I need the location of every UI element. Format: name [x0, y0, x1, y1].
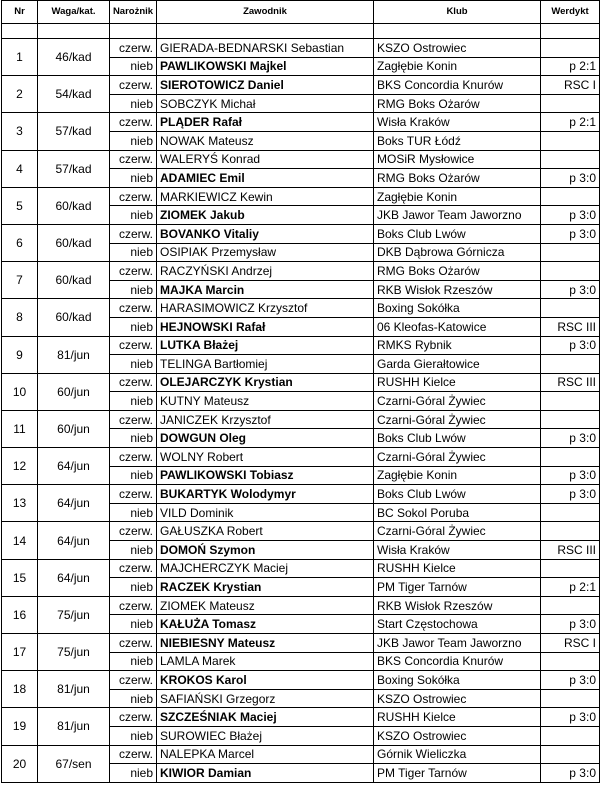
- fighter-name: PLĄDER Rafał: [157, 113, 374, 132]
- club-name: PM Tiger Tarnów: [374, 578, 541, 597]
- verdict-cell: p 3:0: [541, 169, 600, 188]
- fighter-name: WOLNY Robert: [157, 448, 374, 467]
- bout-row-red: [2, 559, 600, 578]
- verdict-cell: [541, 559, 600, 578]
- corner-label: nieb: [110, 131, 157, 150]
- bout-number: 15: [2, 559, 38, 596]
- corner-label: czerw.: [110, 448, 157, 467]
- fighter-name: MAJCHERCZYK Maciej: [157, 559, 374, 578]
- club-name: Boks TUR Łódź: [374, 131, 541, 150]
- header-row: [2, 1, 600, 24]
- verdict-cell: [541, 596, 600, 615]
- club-name: KSZO Ostrowiec: [374, 726, 541, 745]
- bout-row-red: [2, 596, 600, 615]
- bout-number: 5: [2, 187, 38, 224]
- weight-category: 60/jun: [38, 373, 110, 410]
- corner-label: czerw.: [110, 708, 157, 727]
- corner-label: nieb: [110, 578, 157, 597]
- fighter-name: WALERYŚ Konrad: [157, 150, 374, 169]
- weight-category: 64/jun: [38, 485, 110, 522]
- fighter-name: SZCZEŚNIAK Maciej: [157, 708, 374, 727]
- fighter-name: LAMLA Marek: [157, 652, 374, 671]
- verdict-cell: [541, 522, 600, 541]
- bout-number: 20: [2, 745, 38, 782]
- club-name: Boks Club Lwów: [374, 224, 541, 243]
- corner-label: nieb: [110, 206, 157, 225]
- club-name: KSZO Ostrowiec: [374, 689, 541, 708]
- verdict-cell: [541, 689, 600, 708]
- corner-label: czerw.: [110, 373, 157, 392]
- club-name: Czarni-Góral Żywiec: [374, 522, 541, 541]
- verdict-cell: [541, 503, 600, 522]
- fighter-name: KAŁUŻA Tomasz: [157, 615, 374, 634]
- bout-number: 3: [2, 113, 38, 150]
- corner-label: nieb: [110, 355, 157, 374]
- fighter-name: OSIPIAK Przemysław: [157, 243, 374, 262]
- verdict-cell: RSC I: [541, 76, 600, 95]
- verdict-cell: p 2:1: [541, 57, 600, 76]
- verdict-cell: [541, 652, 600, 671]
- weight-category: 54/kad: [38, 76, 110, 113]
- header-corner: Narożnik: [110, 1, 157, 24]
- verdict-cell: [541, 745, 600, 764]
- header-fighter: Zawodnik: [157, 1, 374, 24]
- verdict-cell: p 3:0: [541, 206, 600, 225]
- club-name: RMG Boks Ożarów: [374, 262, 541, 281]
- fighter-name: ZIOMEK Jakub: [157, 206, 374, 225]
- corner-label: czerw.: [110, 187, 157, 206]
- club-name: RUSHH Kielce: [374, 559, 541, 578]
- bout-row-red: [2, 299, 600, 318]
- verdict-cell: RSC I: [541, 634, 600, 653]
- club-name: RKB Wisłok Rzeszów: [374, 280, 541, 299]
- corner-label: czerw.: [110, 39, 157, 58]
- verdict-cell: RSC III: [541, 373, 600, 392]
- verdict-cell: [541, 410, 600, 429]
- club-name: RMG Boks Ożarów: [374, 94, 541, 113]
- bout-number: 13: [2, 485, 38, 522]
- bout-row-red: [2, 671, 600, 690]
- club-name: Czarni-Góral Żywiec: [374, 410, 541, 429]
- corner-label: nieb: [110, 764, 157, 783]
- bout-row-red: [2, 485, 600, 504]
- verdict-cell: [541, 726, 600, 745]
- corner-label: nieb: [110, 429, 157, 448]
- club-name: Zagłębie Konin: [374, 187, 541, 206]
- corner-label: czerw.: [110, 485, 157, 504]
- fighter-name: SIEROTOWICZ Daniel: [157, 76, 374, 95]
- bout-row-red: [2, 39, 600, 58]
- weight-category: 57/kad: [38, 113, 110, 150]
- bout-row-red: [2, 187, 600, 206]
- bout-row-red: [2, 150, 600, 169]
- weight-category: 57/kad: [38, 150, 110, 187]
- fighter-name: OLEJARCZYK Krystian: [157, 373, 374, 392]
- bout-row-red: [2, 410, 600, 429]
- bout-row-red: [2, 336, 600, 355]
- bout-number: 11: [2, 410, 38, 447]
- club-name: MOSiR Mysłowice: [374, 150, 541, 169]
- verdict-cell: [541, 243, 600, 262]
- weight-category: 81/jun: [38, 336, 110, 373]
- verdict-cell: p 3:0: [541, 466, 600, 485]
- fighter-name: HARASIMOWICZ Krzysztof: [157, 299, 374, 318]
- club-name: Boks Club Lwów: [374, 485, 541, 504]
- fighter-name: GAŁUSZKA Robert: [157, 522, 374, 541]
- header-verdict: Werdykt: [541, 1, 600, 24]
- bout-number: 12: [2, 448, 38, 485]
- corner-label: nieb: [110, 392, 157, 411]
- club-name: BC Sokol Poruba: [374, 503, 541, 522]
- fighter-name: BOVANKO Vitaliy: [157, 224, 374, 243]
- results-table: [1, 0, 600, 783]
- verdict-cell: p 3:0: [541, 708, 600, 727]
- bout-number: 2: [2, 76, 38, 113]
- verdict-cell: [541, 299, 600, 318]
- club-name: Wisła Kraków: [374, 541, 541, 560]
- verdict-cell: [541, 262, 600, 281]
- corner-label: nieb: [110, 689, 157, 708]
- club-name: Czarni-Góral Żywiec: [374, 392, 541, 411]
- verdict-cell: [541, 392, 600, 411]
- corner-label: czerw.: [110, 299, 157, 318]
- club-name: RKB Wisłok Rzeszów: [374, 596, 541, 615]
- corner-label: czerw.: [110, 522, 157, 541]
- fighter-name: KUTNY Mateusz: [157, 392, 374, 411]
- fighter-name: GIERADA-BEDNARSKI Sebastian: [157, 39, 374, 58]
- weight-category: 60/kad: [38, 187, 110, 224]
- header-club: Klub: [374, 1, 541, 24]
- club-name: Zagłębie Konin: [374, 57, 541, 76]
- bout-row-red: [2, 76, 600, 95]
- verdict-cell: RSC III: [541, 541, 600, 560]
- fighter-name: KIWIOR Damian: [157, 764, 374, 783]
- fighter-name: TELINGA Bartłomiej: [157, 355, 374, 374]
- club-name: JKB Jawor Team Jaworzno: [374, 206, 541, 225]
- bout-row-red: [2, 708, 600, 727]
- club-name: Czarni-Góral Żywiec: [374, 448, 541, 467]
- header-weight: Waga/kat.: [38, 1, 110, 24]
- bout-row-red: [2, 262, 600, 281]
- fighter-name: NALEPKA Marcel: [157, 745, 374, 764]
- corner-label: czerw.: [110, 150, 157, 169]
- club-name: KSZO Ostrowiec: [374, 39, 541, 58]
- fighter-name: NOWAK Mateusz: [157, 131, 374, 150]
- verdict-cell: [541, 39, 600, 58]
- club-name: RMG Boks Ożarów: [374, 169, 541, 188]
- weight-category: 75/jun: [38, 634, 110, 671]
- bout-number: 19: [2, 708, 38, 745]
- weight-category: 46/kad: [38, 39, 110, 76]
- fighter-name: KROKOS Karol: [157, 671, 374, 690]
- corner-label: nieb: [110, 541, 157, 560]
- bout-number: 14: [2, 522, 38, 559]
- corner-label: nieb: [110, 94, 157, 113]
- weight-category: 60/kad: [38, 262, 110, 299]
- bout-number: 18: [2, 671, 38, 708]
- club-name: PM Tiger Tarnów: [374, 764, 541, 783]
- weight-category: 60/kad: [38, 299, 110, 336]
- fighter-name: ADAMIEC Emil: [157, 169, 374, 188]
- bout-row-red: [2, 113, 600, 132]
- verdict-cell: p 3:0: [541, 336, 600, 355]
- fighter-name: NIEBIESNY Mateusz: [157, 634, 374, 653]
- club-name: RUSHH Kielce: [374, 373, 541, 392]
- fighter-name: LUTKA Błażej: [157, 336, 374, 355]
- verdict-cell: [541, 150, 600, 169]
- corner-label: czerw.: [110, 224, 157, 243]
- bout-row-red: [2, 373, 600, 392]
- corner-label: czerw.: [110, 113, 157, 132]
- bout-number: 6: [2, 224, 38, 261]
- header-nr: Nr: [2, 1, 38, 24]
- bout-number: 10: [2, 373, 38, 410]
- verdict-cell: RSC III: [541, 317, 600, 336]
- fighter-name: RACZYŃSKI Andrzej: [157, 262, 374, 281]
- verdict-cell: [541, 131, 600, 150]
- fighter-name: DOWGUN Oleg: [157, 429, 374, 448]
- club-name: Start Częstochowa: [374, 615, 541, 634]
- corner-label: czerw.: [110, 596, 157, 615]
- fighter-name: SUROWIEC Błażej: [157, 726, 374, 745]
- club-name: Garda Gierałtowice: [374, 355, 541, 374]
- bout-number: 16: [2, 596, 38, 633]
- bout-number: 7: [2, 262, 38, 299]
- results-body: [2, 1, 600, 783]
- fighter-name: HEJNOWSKI Rafał: [157, 317, 374, 336]
- verdict-cell: p 3:0: [541, 671, 600, 690]
- club-name: RUSHH Kielce: [374, 708, 541, 727]
- corner-label: czerw.: [110, 410, 157, 429]
- verdict-cell: p 3:0: [541, 764, 600, 783]
- weight-category: 64/jun: [38, 522, 110, 559]
- bout-row-red: [2, 448, 600, 467]
- weight-category: 67/sen: [38, 745, 110, 782]
- corner-label: czerw.: [110, 671, 157, 690]
- verdict-cell: [541, 355, 600, 374]
- bout-number: 4: [2, 150, 38, 187]
- fighter-name: SAFIAŃSKI Grzegorz: [157, 689, 374, 708]
- corner-label: nieb: [110, 57, 157, 76]
- club-name: Zagłębie Konin: [374, 466, 541, 485]
- bout-number: 8: [2, 299, 38, 336]
- fighter-name: SOBCZYK Michał: [157, 94, 374, 113]
- corner-label: czerw.: [110, 262, 157, 281]
- corner-label: czerw.: [110, 634, 157, 653]
- corner-label: nieb: [110, 280, 157, 299]
- club-name: BKS Concordia Knurów: [374, 76, 541, 95]
- verdict-cell: p 3:0: [541, 485, 600, 504]
- verdict-cell: p 3:0: [541, 429, 600, 448]
- verdict-cell: p 3:0: [541, 615, 600, 634]
- club-name: Boxing Sokółka: [374, 671, 541, 690]
- club-name: RMKS Rybnik: [374, 336, 541, 355]
- verdict-cell: p 3:0: [541, 224, 600, 243]
- spacer-row: [2, 24, 600, 39]
- club-name: Boks Club Lwów: [374, 429, 541, 448]
- verdict-cell: p 2:1: [541, 578, 600, 597]
- fighter-name: JANICZEK Krzysztof: [157, 410, 374, 429]
- club-name: 06 Kleofas-Katowice: [374, 317, 541, 336]
- fighter-name: DOMOŃ Szymon: [157, 541, 374, 560]
- bout-number: 9: [2, 336, 38, 373]
- fighter-name: RACZEK Krystian: [157, 578, 374, 597]
- club-name: Boxing Sokółka: [374, 299, 541, 318]
- corner-label: nieb: [110, 466, 157, 485]
- weight-category: 60/kad: [38, 224, 110, 261]
- corner-label: nieb: [110, 726, 157, 745]
- fighter-name: VILD Dominik: [157, 503, 374, 522]
- corner-label: nieb: [110, 503, 157, 522]
- verdict-cell: p 2:1: [541, 113, 600, 132]
- corner-label: nieb: [110, 652, 157, 671]
- bout-row-red: [2, 224, 600, 243]
- club-name: JKB Jawor Team Jaworzno: [374, 634, 541, 653]
- corner-label: nieb: [110, 169, 157, 188]
- corner-label: czerw.: [110, 745, 157, 764]
- weight-category: 64/jun: [38, 559, 110, 596]
- weight-category: 64/jun: [38, 448, 110, 485]
- club-name: DKB Dąbrowa Górnicza: [374, 243, 541, 262]
- bout-row-red: [2, 634, 600, 653]
- fighter-name: ZIOMEK Mateusz: [157, 596, 374, 615]
- club-name: Górnik Wieliczka: [374, 745, 541, 764]
- verdict-cell: p 3:0: [541, 280, 600, 299]
- corner-label: czerw.: [110, 336, 157, 355]
- weight-category: 60/jun: [38, 410, 110, 447]
- weight-category: 75/jun: [38, 596, 110, 633]
- corner-label: czerw.: [110, 76, 157, 95]
- fighter-name: MARKIEWICZ Kewin: [157, 187, 374, 206]
- corner-label: czerw.: [110, 559, 157, 578]
- verdict-cell: [541, 187, 600, 206]
- weight-category: 81/jun: [38, 671, 110, 708]
- bout-number: 17: [2, 634, 38, 671]
- bout-row-red: [2, 745, 600, 764]
- fighter-name: PAWLIKOWSKI Majkel: [157, 57, 374, 76]
- club-name: Wisła Kraków: [374, 113, 541, 132]
- verdict-cell: [541, 448, 600, 467]
- fighter-name: BUKARTYK Wolodymyr: [157, 485, 374, 504]
- fighter-name: MAJKA Marcin: [157, 280, 374, 299]
- corner-label: nieb: [110, 615, 157, 634]
- bout-row-red: [2, 522, 600, 541]
- club-name: BKS Concordia Knurów: [374, 652, 541, 671]
- weight-category: 81/jun: [38, 708, 110, 745]
- verdict-cell: [541, 94, 600, 113]
- fighter-name: PAWLIKOWSKI Tobiasz: [157, 466, 374, 485]
- bout-number: 1: [2, 39, 38, 76]
- corner-label: nieb: [110, 317, 157, 336]
- corner-label: nieb: [110, 243, 157, 262]
